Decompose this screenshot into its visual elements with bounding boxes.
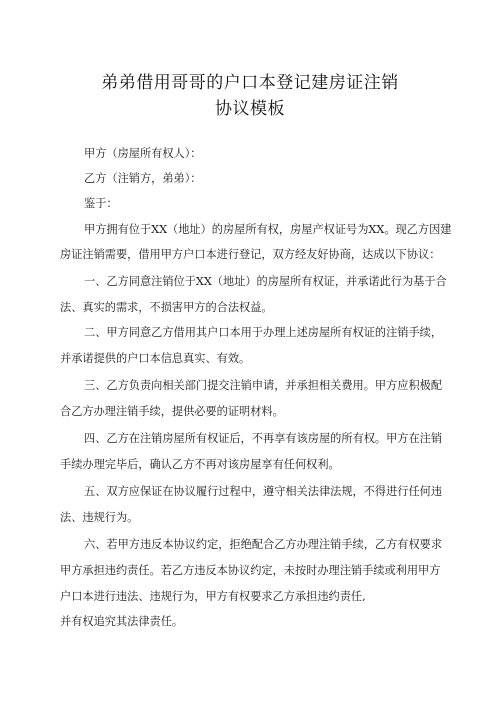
document-title-line2: 协议模板: [215, 99, 285, 119]
clause-4-line: 手续办理完毕后，确认乙方不再对该房屋享有任何权利。: [60, 458, 340, 471]
clause-2-line: 二、甲方同意乙方借用其户口本用于办理上述房屋所有权证的注销手续，: [84, 326, 443, 339]
clause-2-line: 并承诺提供的户口本信息真实、有效。: [60, 352, 251, 365]
party-a-line: 甲方（房屋所有权人）：: [84, 147, 202, 160]
whereas-line: 鉴于：: [84, 197, 118, 210]
clause-6-line: 户口本进行违法、违规行为，甲方有权要求乙方承担违约责任,: [60, 590, 366, 603]
paragraph-line: 房证注销需要，借用甲方户口本进行登记，双方经友好协商，达成以下协议：: [60, 248, 441, 261]
party-b-line: 乙方（注销方，弟弟）：: [84, 172, 202, 185]
clause-6-line: 并有权追究其法律责任。: [60, 615, 184, 628]
clause-1-line: 一、乙方同意注销位于XX（地址）的房屋所有权证，并承诺此行为基于合: [84, 275, 447, 288]
clause-5-line: 法、违规行为。: [60, 511, 139, 524]
document-title-line1: 弟弟借用哥哥的户口本登记建房证注销: [101, 73, 399, 93]
clause-5-line: 五、双方应保证在协议履行过程中，遵守相关法律法规，不得进行任何违: [84, 485, 443, 498]
clause-3-line: 合乙方办理注销手续，提供必要的证明材料。: [60, 405, 284, 418]
clause-6-line: 六、若甲方违反本协议约定，拒绝配合乙方办理注销手续，乙方有权要求: [84, 538, 443, 551]
clause-1-line: 法、真实的需求，不损害甲方的合法权益。: [60, 301, 273, 314]
clause-6-line: 甲方承担违约责任。若乙方违反本协议约定，未按时办理注销手续或利用甲方: [60, 564, 441, 577]
clause-4-line: 四、乙方在注销房屋所有权证后，不再享有该房屋的所有权。甲方在注销: [84, 432, 443, 445]
paragraph-line: 甲方拥有位于XX（地址）的房屋所有权，房屋产权证号为XX。现乙方因建: [84, 223, 452, 236]
clause-3-line: 三、乙方负责向相关部门提交注销申请，并承担相关费用。甲方应积极配: [84, 379, 443, 392]
